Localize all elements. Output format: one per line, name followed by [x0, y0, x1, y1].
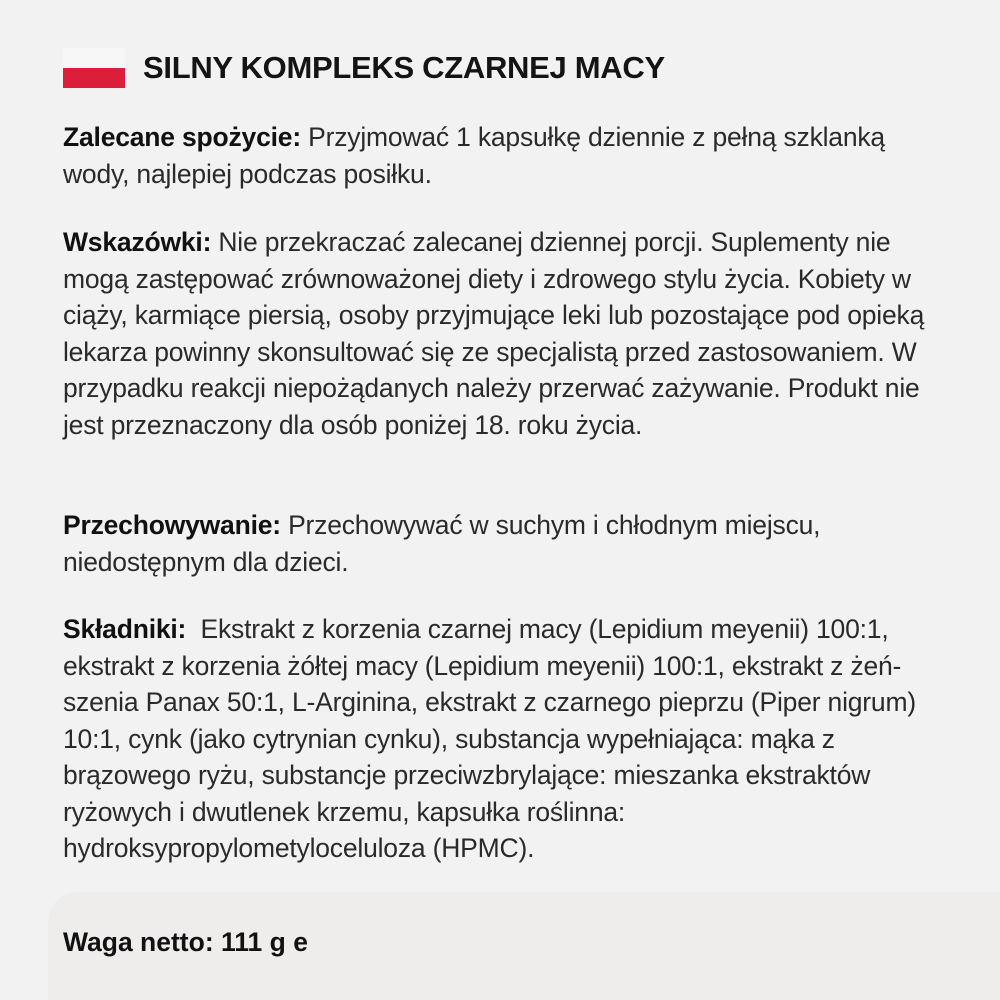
poland-flag-icon: [63, 48, 125, 88]
page-title: SILNY KOMPLEKS CZARNEJ MACY: [143, 50, 665, 85]
tips-section: [63, 224, 943, 443]
ingredients-text: Ekstrakt z korzenia czarnej macy (Lepidium meyenii) 100:1, ekstrakt z korzenia żółtej macy (Lepidium meyenii) 100:1, ekstrakt z żeń-szenia Panax 50:1, L-Arginina, ekstrakt z czarnego pieprzu (Piper nigrum) 10:1, cynk (jako cytrynian cynku), substancja wypełniająca: mąka z brązowego ryżu, substancje przeciwzbrylające: mieszanka ekstraktów ryżowych i dwutlenek krzemu, kapsułka roślinna: hydroksypropylometyloceluloza (HPMC).: [63, 614, 924, 863]
tips-label: Wskazówki:: [63, 227, 212, 257]
ingredients-section: [63, 611, 943, 867]
dosage-text: Przyjmować 1 kapsułkę dziennie z pełną szklanką wody, najlepiej podczas posiłku.: [63, 122, 885, 189]
flag-white-stripe: [63, 48, 125, 68]
storage-label: Przechowywanie:: [63, 510, 281, 540]
dosage-label: Zalecane spożycie:: [63, 122, 301, 152]
net-weight: Waga netto: 111 g e: [63, 927, 308, 957]
storage-text: Przechowywać w suchym i chłodnym miejscu, niedostępnym dla dzieci.: [63, 510, 821, 577]
dosage-section: [63, 119, 943, 192]
tips-text: Nie przekraczać zalecanej dziennej porcji. Suplementy nie mogą zastępować zrównoważonej diety i zdrowego stylu życia. Kobiety w ciąży, karmiące piersią, osoby przyjmujące leki lub pozostające pod opieką lekarza powinny skonsultować się ze specjalistą przed zastosowaniem. W przypadku reakcji niepożądanych należy przerwać zażywanie. Produkt nie jest przeznaczony dla osób poniżej 18. roku życia.: [63, 227, 925, 440]
header: [63, 46, 665, 90]
flag-red-stripe: [63, 68, 125, 88]
storage-section: [63, 507, 943, 580]
ingredients-label: Składniki:: [63, 614, 187, 644]
